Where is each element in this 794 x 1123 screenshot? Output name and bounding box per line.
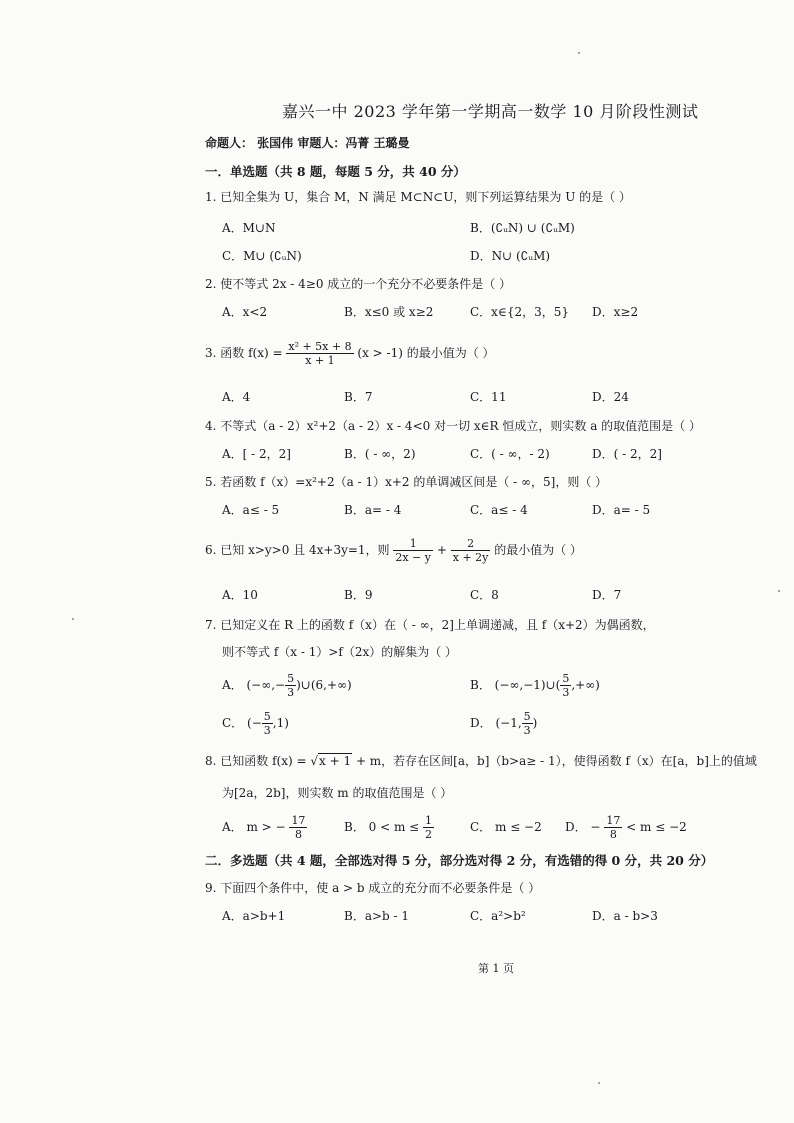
numerator: 5 (287, 672, 295, 685)
fraction (285, 672, 296, 699)
question-7-stem-line-2: 则不等式 f（x - 1）>f（2x）的解集为（ ） (222, 645, 458, 659)
option-label: A． (222, 678, 243, 692)
option-text: B． 0 < m ≤ (344, 820, 420, 834)
question-4-option-b: B．( - ∞，2) (344, 447, 416, 461)
question-6-option-d: D．7 (592, 588, 622, 602)
option-text: < m ≤ −2 (626, 820, 687, 834)
question-6-denominator-1: 2x − y (395, 551, 432, 564)
question-4-option-d: D．( - 2，2] (592, 447, 662, 461)
page-number: 第 1 页 (478, 962, 514, 975)
question-3-prefix: 3. 函数 f(x) = (205, 346, 283, 360)
authors-line: 命题人： 张国伟 审题人：冯菁 王璐曼 (205, 136, 410, 150)
denominator: 3 (263, 724, 271, 737)
option-text: D． − (565, 820, 601, 834)
question-6-option-a: A．10 (222, 588, 258, 602)
denominator: 3 (562, 686, 570, 699)
question-5-option-a: A．a≤ - 5 (222, 503, 280, 517)
denominator: 2 (425, 828, 433, 841)
option-text: ,1) (272, 716, 289, 730)
option-text: (−∞,− (246, 678, 286, 692)
fraction (522, 710, 533, 737)
question-7-option-d (470, 708, 537, 738)
option-text: (−∞,−1)∪( (494, 678, 561, 692)
question-6-fraction-2 (451, 537, 491, 564)
fraction (604, 814, 622, 841)
question-7-option-a (222, 670, 352, 700)
question-3-stem (205, 338, 495, 368)
question-3-denominator: x + 1 (305, 354, 335, 367)
option-text: (−1, (495, 716, 522, 730)
section-heading-single-choice: 一．单选题（共 8 题，每题 5 分，共 40 分） (205, 164, 466, 179)
question-9-option-b: B．a>b - 1 (344, 909, 410, 923)
scan-speck (578, 52, 580, 54)
numerator: 17 (606, 814, 621, 827)
question-6-numerator-2: 2 (451, 537, 491, 551)
option-text: A． m > − (222, 820, 286, 834)
question-5-option-b: B．a= - 4 (344, 503, 402, 517)
question-5-option-d: D．a= - 5 (592, 503, 651, 517)
question-1-option-b: B．(∁ᵤN) ∪ (∁ᵤM) (470, 221, 575, 235)
question-8-option-c: C． m ≤ −2 (470, 820, 542, 834)
question-6-fraction-1 (393, 537, 433, 564)
question-3-option-a: A．4 (222, 390, 251, 404)
denominator: 3 (523, 724, 531, 737)
question-6-suffix: 的最小值为（ ） (494, 543, 583, 557)
question-3-numerator: x² + 5x + 8 (288, 340, 352, 353)
question-7-option-c (222, 708, 289, 738)
scan-speck (598, 1082, 600, 1084)
denominator: 8 (294, 828, 302, 841)
numerator: 5 (263, 710, 271, 723)
question-1-stem: 1. 已知全集为 U，集合 M，N 满足 M⊂N⊂U，则下列运算结果为 U 的是（ ） (205, 190, 631, 204)
question-7-option-b (470, 670, 600, 700)
fraction (423, 814, 434, 841)
section-heading-multi-choice: 二．多选题（共 4 题，全部选对得 5 分，部分选对得 2 分，有选错的得 0 分，共 20 分） (205, 853, 714, 868)
sqrt-radicand: x + 1 (319, 754, 352, 768)
question-8-stem-rest: + m，若存在区间[a，b]（b>a≥ - 1），使得函数 f（x）在[a，b]上的值域 (355, 754, 757, 768)
question-5-stem: 5. 若函数 f（x）=x²+2（a - 1）x+2 的单调减区间是（ - ∞，5]，则（ ） (205, 475, 608, 489)
question-8-option-d (565, 812, 687, 842)
question-4-option-a: A．[ - 2，2] (222, 447, 291, 461)
question-9-option-a: A．a>b+1 (222, 909, 286, 923)
question-2-option-a: A．x<2 (222, 305, 268, 319)
question-6-plus: + (436, 543, 447, 557)
question-4-stem: 4. 不等式（a - 2）x²+2（a - 2）x - 4<0 对一切 x∈R 恒成立，则实数 a 的取值范围是（ ） (205, 419, 701, 433)
question-1-option-c: C．M∪ (∁ᵤN) (222, 249, 302, 263)
question-5-option-c: C．a≤ - 4 (470, 503, 528, 517)
question-3-fraction (286, 340, 353, 367)
question-4-option-c: C．( - ∞，- 2) (470, 447, 550, 461)
question-2-stem: 2. 使不等式 2x - 4≥0 成立的一个充分不必要条件是（ ） (205, 277, 512, 291)
fraction (560, 672, 571, 699)
question-6-numerator-1: 1 (393, 537, 433, 551)
question-3-option-c: C．11 (470, 390, 507, 404)
question-8-option-a (222, 812, 307, 842)
question-1-option-d: D．N∪ (∁ᵤM) (470, 249, 551, 263)
question-7-stem-line-1: 7. 已知定义在 R 上的函数 f（x）在（ - ∞，2]上单调递减，且 f（x+2）为偶函数， (205, 618, 655, 632)
question-8-stem-line-1 (205, 753, 757, 769)
question-8-prefix: 8. 已知函数 f(x) = (205, 754, 307, 768)
question-9-stem: 9. 下面四个条件中，使 a > b 成立的充分而不必要条件是（ ） (205, 881, 541, 895)
fraction (262, 710, 273, 737)
question-6-stem (205, 535, 582, 565)
option-text: ,+∞) (571, 678, 600, 692)
numerator: 1 (425, 814, 433, 827)
option-text: )∪(6,+∞) (296, 678, 352, 692)
scan-speck (778, 590, 780, 592)
option-text: ) (532, 716, 538, 730)
sqrt-sign: √ (310, 754, 319, 768)
question-2-option-b: B．x≤0 或 x≥2 (344, 305, 434, 319)
question-9-option-d: D．a - b>3 (592, 909, 658, 923)
question-8-option-b (344, 812, 434, 842)
question-1-option-a: A．M∪N (222, 221, 276, 235)
denominator: 8 (609, 828, 617, 841)
numerator: 5 (562, 672, 570, 685)
scan-speck (72, 618, 74, 620)
option-label: D． (470, 716, 492, 730)
question-3-option-d: D．24 (592, 390, 629, 404)
option-text: (− (247, 716, 262, 730)
fraction (289, 814, 307, 841)
exam-title: 嘉兴一中 2023 学年第一学期高一数学 10 月阶段性测试 (282, 102, 699, 121)
denominator: 3 (287, 686, 295, 699)
question-6-option-b: B．9 (344, 588, 373, 602)
question-6-denominator-2: x + 2y (452, 551, 489, 564)
question-3-option-b: B．7 (344, 390, 373, 404)
question-8-stem-line-2: 为[2a，2b]，则实数 m 的取值范围是（ ） (222, 786, 453, 800)
question-3-suffix: (x > -1) 的最小值为（ ） (357, 346, 495, 360)
question-6-option-c: C．8 (470, 588, 499, 602)
question-2-option-c: C．x∈{2，3，5} (470, 305, 570, 319)
question-2-option-d: D．x≥2 (592, 305, 639, 319)
option-label: C． (222, 716, 244, 730)
numerator: 17 (291, 814, 306, 827)
numerator: 5 (523, 710, 531, 723)
question-9-option-c: C．a²>b² (470, 909, 526, 923)
question-6-prefix: 6. 已知 x>y>0 且 4x+3y=1，则 (205, 543, 390, 557)
option-label: B． (470, 678, 491, 692)
